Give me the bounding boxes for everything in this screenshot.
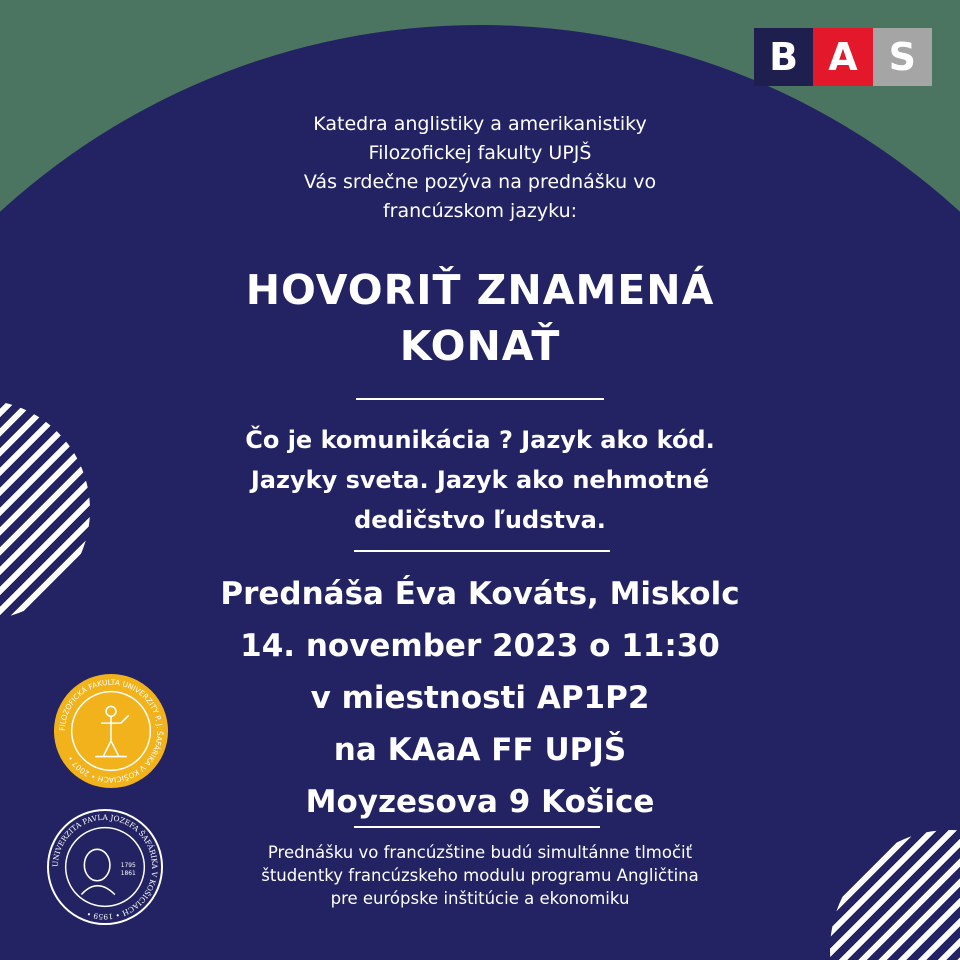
divider (356, 398, 604, 400)
faculty-seal-logo (52, 672, 170, 790)
department-line: na KAaA FF UPJŠ (333, 732, 627, 768)
invitation-text (0, 110, 960, 226)
bas-logo-letter-b: B (754, 28, 813, 86)
divider (354, 826, 600, 828)
subtitle-line: Jazyky sveta. Jazyk ako nehmotné (250, 466, 710, 494)
lecture-subtitle (0, 420, 960, 540)
portrait-icon (81, 849, 114, 894)
intro-line: francúzskom jazyku: (382, 200, 578, 222)
intro-line: Filozofickej fakulty UPJŠ (368, 142, 592, 164)
note-line: Prednášku vo francúzštine budú simultánne tlmočiť (267, 843, 693, 862)
divider (354, 550, 610, 552)
university-seal-logo (46, 808, 164, 926)
note-line: študentky francúzskeho modulu programu Angličtina (261, 866, 699, 885)
date-time-line: 14. november 2023 o 11:30 (240, 628, 720, 664)
bas-logo-letter-s: S (873, 28, 932, 86)
room-line: v miestnosti AP1P2 (310, 680, 650, 716)
seal-ring-text: FILOZOFICKÁ FAKULTA UNIVERZITY P. J. ŠAFÁRIKA V KOŠICIACH • 2007 • (57, 677, 165, 785)
intro-line: Vás srdečne pozýva na prednášku vo (303, 171, 657, 193)
note-line: pre európske inštitúcie a ekonomiku (330, 889, 630, 908)
seal-ring-text: UNIVERZITA PAVLA JOZEFA ŠAFÁRIKA V KOŠICIACH • 1959 • (50, 812, 160, 922)
subtitle-line: dedičstvo ľudstva. (354, 506, 606, 534)
subtitle-line: Čo je komunikácia ? Jazyk ako kód. (245, 426, 715, 454)
lecture-title (0, 262, 960, 374)
address-line: Moyzesova 9 Košice (305, 784, 655, 820)
title-line: HOVORIŤ ZNAMENÁ (245, 266, 715, 314)
title-line: KONAŤ (399, 322, 561, 370)
speaker-line: Prednáša Éva Kováts, Miskolc (220, 576, 740, 612)
seal-year: 1795 (120, 863, 136, 869)
bas-logo (754, 28, 932, 86)
seal-year: 1861 (120, 870, 136, 877)
intro-line: Katedra anglistiky a amerikanistiky (313, 113, 647, 135)
bas-logo-letter-a: A (813, 28, 872, 86)
